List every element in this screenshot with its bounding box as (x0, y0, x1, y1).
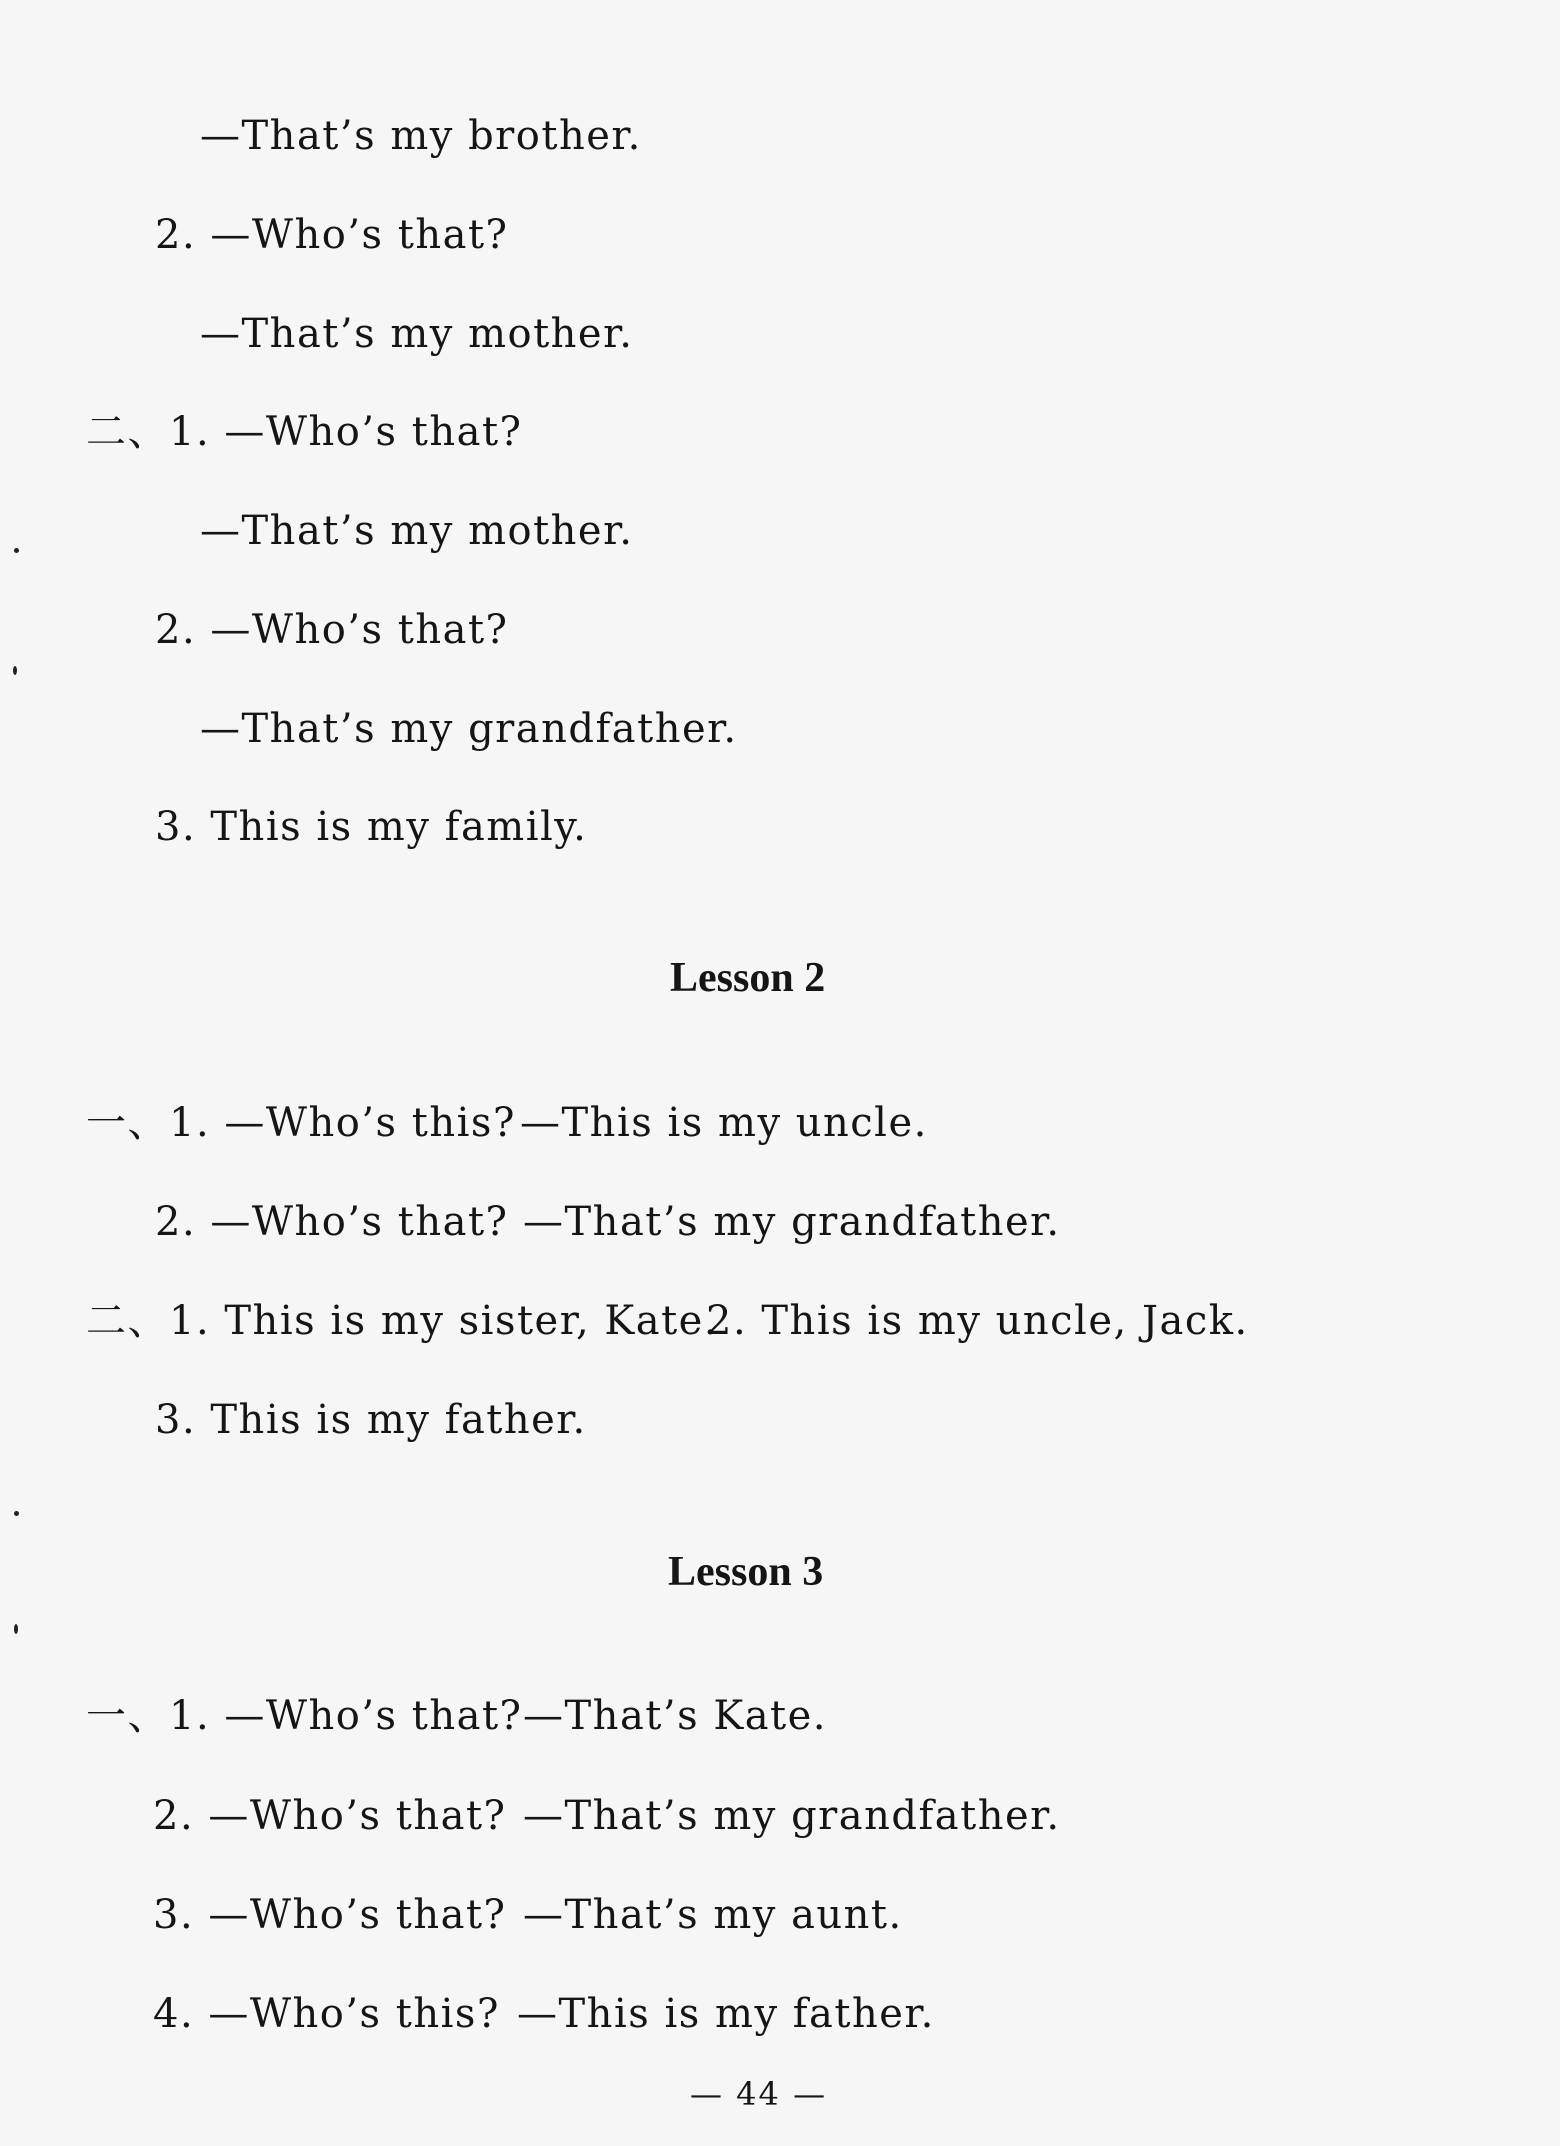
answer-line: 二、1. —Who’s that? (86, 409, 523, 455)
answer-line: —That’s my grandfather. (523, 1199, 1061, 1245)
scan-speck (14, 1511, 19, 1516)
answer-line: —That’s my mother. (200, 508, 634, 554)
answer-line: 4. —Who’s this? (153, 1991, 500, 2037)
answer-line: 2. —Who’s that? (153, 1793, 507, 1839)
answer-line: —That’s my grandfather. (523, 1793, 1061, 1839)
answer-line: —That’s my mother. (200, 311, 634, 357)
answer-line: —That’s my brother. (200, 113, 642, 159)
scan-speck (14, 548, 19, 553)
scan-speck (14, 1624, 18, 1634)
answer-line: 二、1. This is my sister, Kate. (86, 1298, 719, 1344)
answer-line: —This is my uncle. (520, 1100, 928, 1146)
answer-line: —This is my father. (517, 1991, 935, 2037)
answer-line: 一、1. —Who’s this? (86, 1100, 516, 1146)
answer-line: —That’s my grandfather. (200, 706, 738, 752)
lesson-2-heading: Lesson 2 (670, 955, 826, 1001)
page-number: — 44 — (690, 2075, 828, 2113)
answer-line: 3. —Who’s that? (153, 1892, 507, 1938)
answer-line: 3. This is my family. (155, 804, 588, 850)
answer-line: 一、1. —Who’s that? (86, 1693, 523, 1739)
answer-line: 2. —Who’s that? (155, 607, 509, 653)
answer-line: —That’s my aunt. (523, 1892, 903, 1938)
lesson-3-heading: Lesson 3 (668, 1549, 824, 1595)
answer-line: —That’s Kate. (523, 1693, 828, 1739)
answer-line: 2. —Who’s that? (155, 212, 509, 258)
answer-line: 3. This is my father. (155, 1397, 587, 1443)
scan-speck (13, 666, 17, 675)
answer-line: 2. —Who’s that? (155, 1199, 509, 1245)
answer-line: 2. This is my uncle, Jack. (706, 1298, 1249, 1344)
